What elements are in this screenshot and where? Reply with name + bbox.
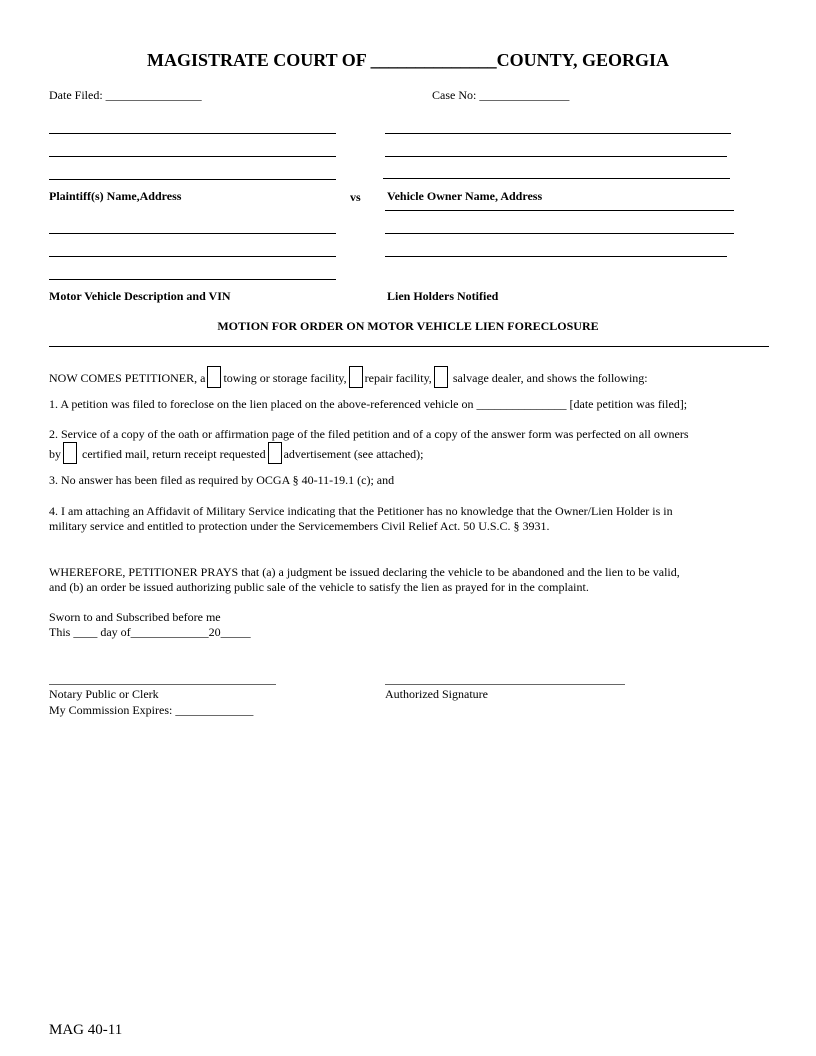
plaintiff-line-3[interactable]: [49, 179, 336, 180]
notary-label: Notary Public or Clerk: [49, 687, 159, 701]
date-filed-field[interactable]: Date Filed: ________________: [49, 88, 202, 102]
wherefore-line-2: and (b) an order be issued authorizing public sale of the vehicle to satisfy the lien as prayed for in the complaint.: [49, 580, 589, 594]
motion-title: MOTION FOR ORDER ON MOTOR VEHICLE LIEN FORECLOSURE: [217, 319, 599, 333]
owner-line-4[interactable]: [385, 210, 734, 211]
court-title-prefix: MAGISTRATE COURT OF: [147, 50, 367, 70]
lien-line-2[interactable]: [385, 256, 727, 257]
title-rule: [49, 346, 769, 347]
item-1: 1. A petition was filed to foreclose on the lien placed on the above-referenced vehicle on _______________ [date petition was filed];: [49, 397, 688, 411]
repair-checkbox[interactable]: [349, 366, 363, 388]
advertisement-checkbox[interactable]: [268, 442, 282, 464]
vehicle-label: Motor Vehicle Description and VIN: [49, 289, 231, 303]
owner-label: Vehicle Owner Name, Address: [387, 189, 543, 203]
plaintiff-line-1[interactable]: [49, 133, 336, 134]
vehicle-line-2[interactable]: [49, 256, 336, 257]
wherefore-line-1: WHEREFORE, PETITIONER PRAYS that (a) a judgment be issued declaring the vehicle to be abandoned and the lien to be valid,: [49, 565, 680, 579]
by-label: by: [49, 447, 61, 461]
notary-signature-line[interactable]: [49, 684, 276, 685]
certified-mail-label: certified mail, return receipt requested: [82, 447, 266, 461]
court-title-suffix: COUNTY, GEORGIA: [496, 50, 669, 70]
commission-expires-field[interactable]: My Commission Expires: _____________: [49, 703, 254, 717]
item-4-line-2: military service and entitled to protection under the Servicemembers Civil Relief Act. 50 U.S.C. § 3931.: [49, 519, 550, 533]
case-no-field[interactable]: Case No: _______________: [432, 88, 570, 102]
certified-mail-checkbox[interactable]: [63, 442, 77, 464]
this-day-field[interactable]: This ____ day of_____________20_____: [49, 625, 251, 639]
lien-line-1[interactable]: [385, 233, 734, 234]
owner-line-1[interactable]: [385, 133, 731, 134]
vs-label: vs: [350, 190, 361, 204]
plaintiff-label: Plaintiff(s) Name,Address: [49, 189, 182, 203]
lien-label: Lien Holders Notified: [387, 289, 499, 303]
vehicle-line-3[interactable]: [49, 279, 336, 280]
repair-label: repair facility,: [364, 371, 432, 385]
item-2-line-1: 2. Service of a copy of the oath or affirmation page of the filed petition and of a copy of the answer form was perfected on all owners: [49, 427, 689, 441]
salvage-checkbox[interactable]: [434, 366, 448, 388]
form-id: MAG 40-11: [49, 1022, 123, 1038]
authorized-signature-line[interactable]: [385, 684, 625, 685]
county-blank[interactable]: ______________: [370, 50, 497, 70]
advertisement-label: advertisement (see attached);: [283, 447, 424, 461]
owner-line-2[interactable]: [385, 156, 727, 157]
item-3: 3. No answer has been filed as required by OCGA § 40-11-19.1 (c); and: [49, 473, 395, 487]
sworn-text: Sworn to and Subscribed before me: [49, 610, 221, 624]
towing-label: towing or storage facility,: [223, 371, 347, 385]
authorized-signature-label: Authorized Signature: [385, 687, 488, 701]
court-title: [0, 50, 816, 71]
intro-text: NOW COMES PETITIONER, a: [49, 371, 206, 385]
owner-line-3[interactable]: [383, 178, 730, 179]
plaintiff-line-2[interactable]: [49, 156, 336, 157]
petitioner-type-row: [49, 366, 648, 388]
salvage-label: salvage dealer, and shows the following:: [452, 371, 648, 385]
item-2-line-2: [49, 442, 424, 464]
vehicle-line-1[interactable]: [49, 233, 336, 234]
item-4-line-1: 4. I am attaching an Affidavit of Military Service indicating that the Petitioner has no knowledge that the Owner/Lien Holder is in: [49, 504, 673, 518]
towing-checkbox[interactable]: [207, 366, 221, 388]
